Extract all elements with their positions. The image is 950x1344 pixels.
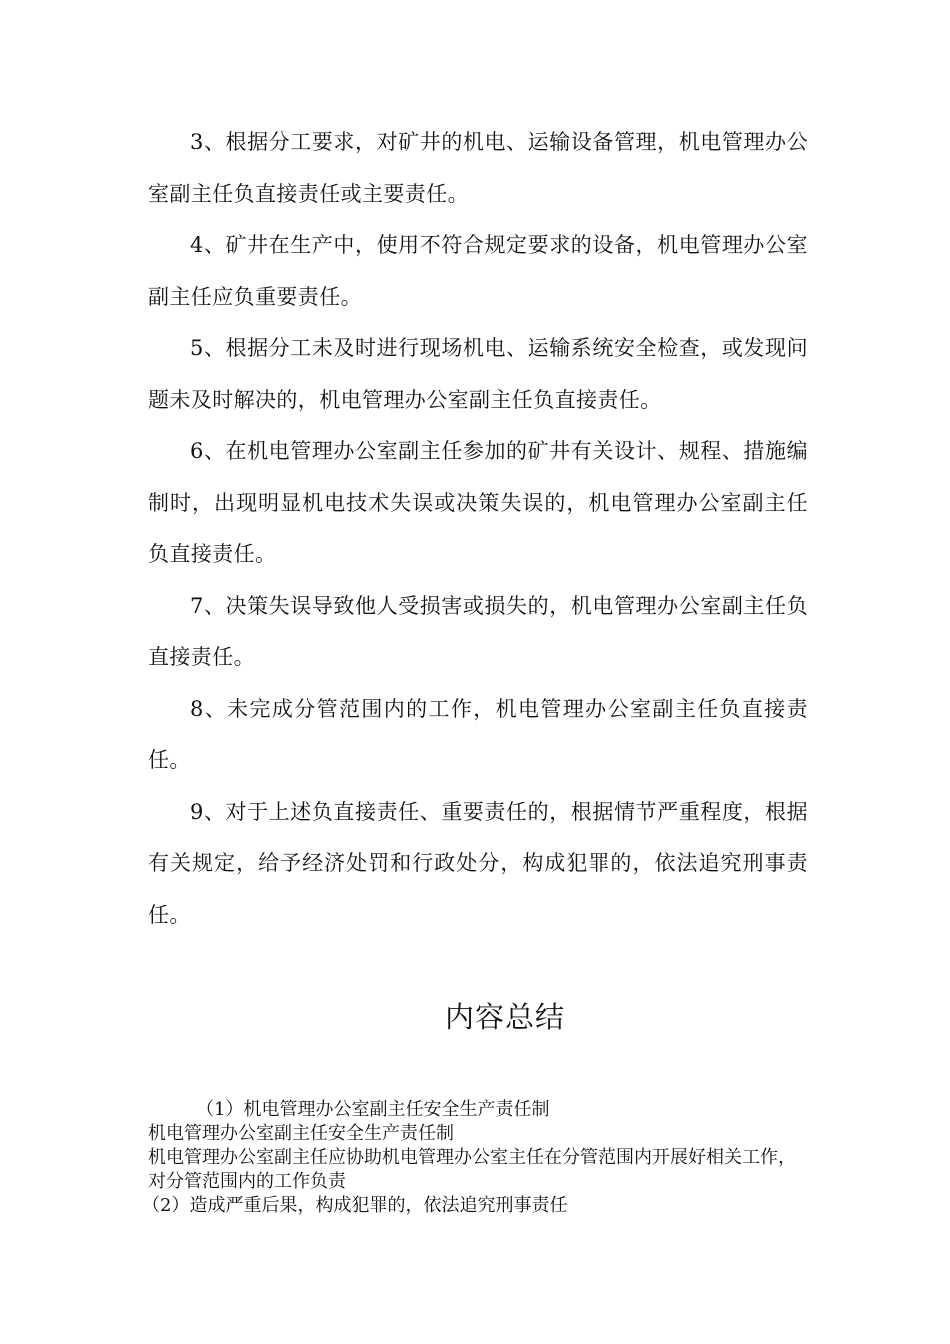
paragraph-item-8: 8、未完成分管范围内的工作，机电管理办公室副主任负直接责任。	[148, 696, 808, 772]
summary-line-4: （2）造成严重后果，构成犯罪的，依法追究刑事责任	[142, 1195, 568, 1216]
summary-line-1: （1）机电管理办公室副主任安全生产责任制	[196, 1099, 550, 1120]
paragraph-item-3: 3、根据分工要求，对矿井的机电、运输设备管理，机电管理办公室副主任负直接责任或主要责任。	[148, 130, 808, 206]
paragraph-item-6: 6、在机电管理办公室副主任参加的矿井有关设计、规程、措施编制时，出现明显机电技术失误或决策失误的，机电管理办公室副主任负直接责任。	[148, 439, 808, 566]
summary-line-3: 机电管理办公室副主任应协助机电管理办公室主任在分管范围内开展好相关工作，对分管范围内的工作负责	[148, 1147, 796, 1192]
paragraph-item-7: 7、决策失误导致他人受损害或损失的，机电管理办公室副主任负直接责任。	[148, 593, 808, 669]
paragraph-item-9: 9、对于上述负直接责任、重要责任的，根据情节严重程度，根据有关规定，给予经济处罚和行政处分，构成犯罪的，依法追究刑事责任。	[148, 799, 808, 927]
summary-title: 内容总结	[444, 1000, 565, 1034]
document-body	[148, 117, 808, 941]
summary-section	[142, 1098, 808, 1218]
paragraph-item-4: 4、矿井在生产中，使用不符合规定要求的设备，机电管理办公室副主任应负重要责任。	[148, 233, 808, 309]
paragraph-item-5: 5、根据分工未及时进行现场机电、运输系统安全检查，或发现问题未及时解决的，机电管理办公室副主任负直接责任。	[148, 336, 808, 412]
summary-line-2: 机电管理办公室副主任安全生产责任制	[148, 1123, 454, 1144]
